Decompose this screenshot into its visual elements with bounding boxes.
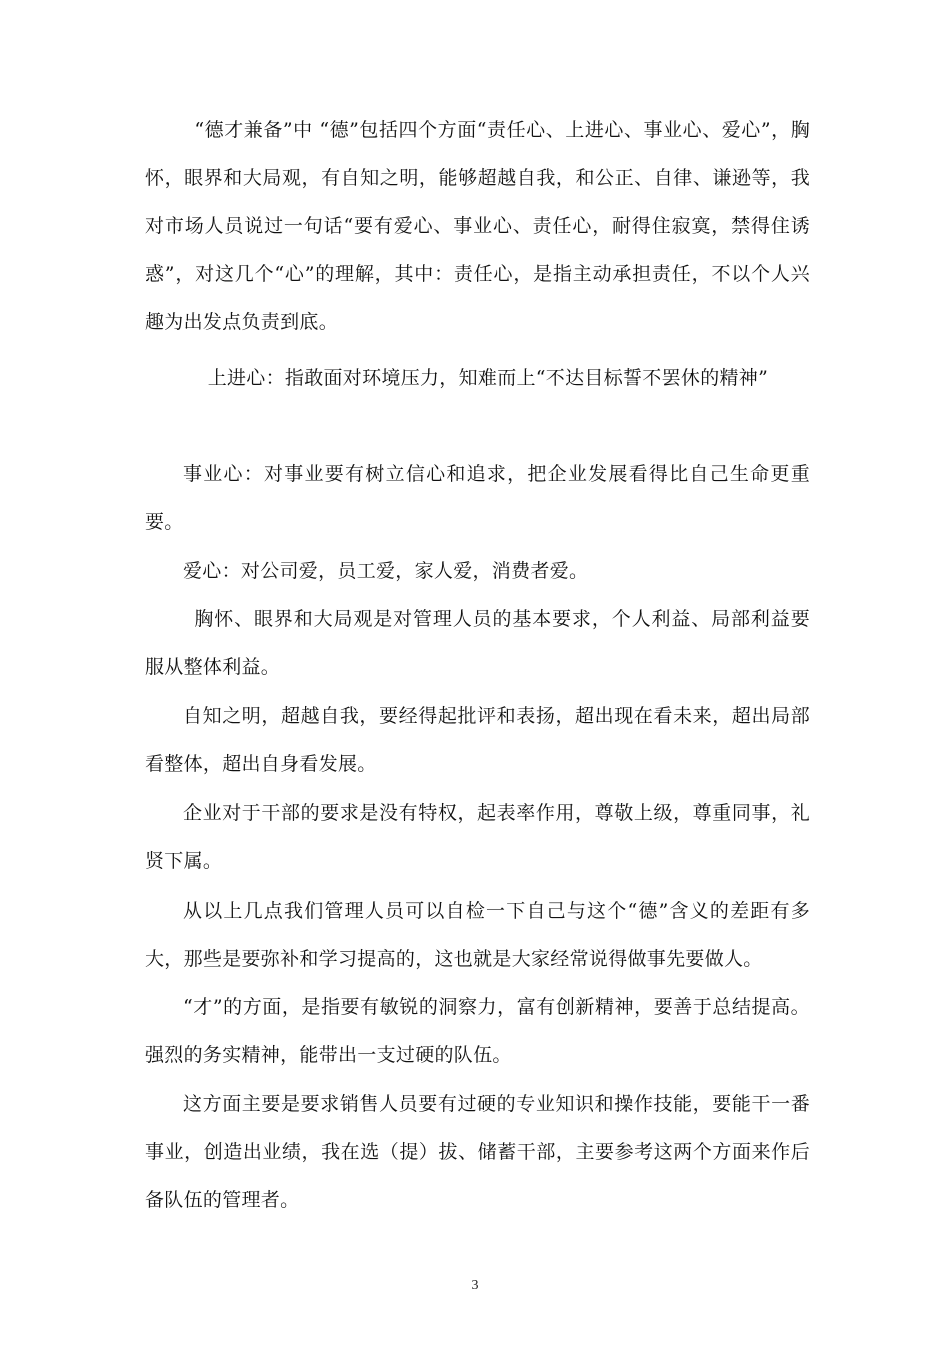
paragraph-love: 爱心：对公司爱，员工爱，家人爱，消费者爱。	[183, 560, 589, 582]
paragraph-cadre-requirements: 企业对于干部的要求是没有特权，起表率作用，尊敬上级，尊重同事，礼贤下属。	[145, 802, 810, 872]
paragraph-virtue-definition: “德才兼备”中 “德”包括四个方面“责任心、上进心、事业心、爱心”，胸怀，眼界和大局观，有自知之明，能够超越自我，和公正、自律、谦逊等，我对市场人员说过一句话“要有爱心、事业心、责任心，耐得住寂寞，禁得住诱惑”，对这几个“心”的理解，其中：责任心，是指主动承担责任，不以个人兴趣为出发点负责到底。	[145, 119, 810, 333]
paragraph-ambition: 上进心：指敢面对环境压力，知难而上“不达目标誓不罢休的精神”	[207, 367, 769, 389]
paragraph-dedication: 事业心：对事业要有树立信心和追求，把企业发展看得比自己生命更重要。	[145, 463, 810, 533]
paragraph-self-check: 从以上几点我们管理人员可以自检一下自己与这个“德”含义的差距有多大，那些是要弥补和学习提高的，这也就是大家经常说得做事先要做人。	[145, 900, 810, 970]
page-number: 3	[471, 1278, 479, 1293]
paragraph-sales-requirements: 这方面主要是要求销售人员要有过硬的专业知识和操作技能，要能干一番事业，创造出业绩，我在选（提）拔、储蓄干部，主要参考这两个方面来作后备队伍的管理者。	[145, 1093, 810, 1211]
paragraph-talent: “才”的方面，是指要有敏锐的洞察力，富有创新精神，要善于总结提高。强烈的务实精神，能带出一支过硬的队伍。	[145, 996, 810, 1066]
paragraph-big-picture: 胸怀、眼界和大局观是对管理人员的基本要求，个人利益、局部利益要服从整体利益。	[145, 608, 810, 678]
paragraph-self-knowledge: 自知之明，超越自我，要经得起批评和表扬，超出现在看未来，超出局部看整体，超出自身看发展。	[145, 705, 810, 775]
